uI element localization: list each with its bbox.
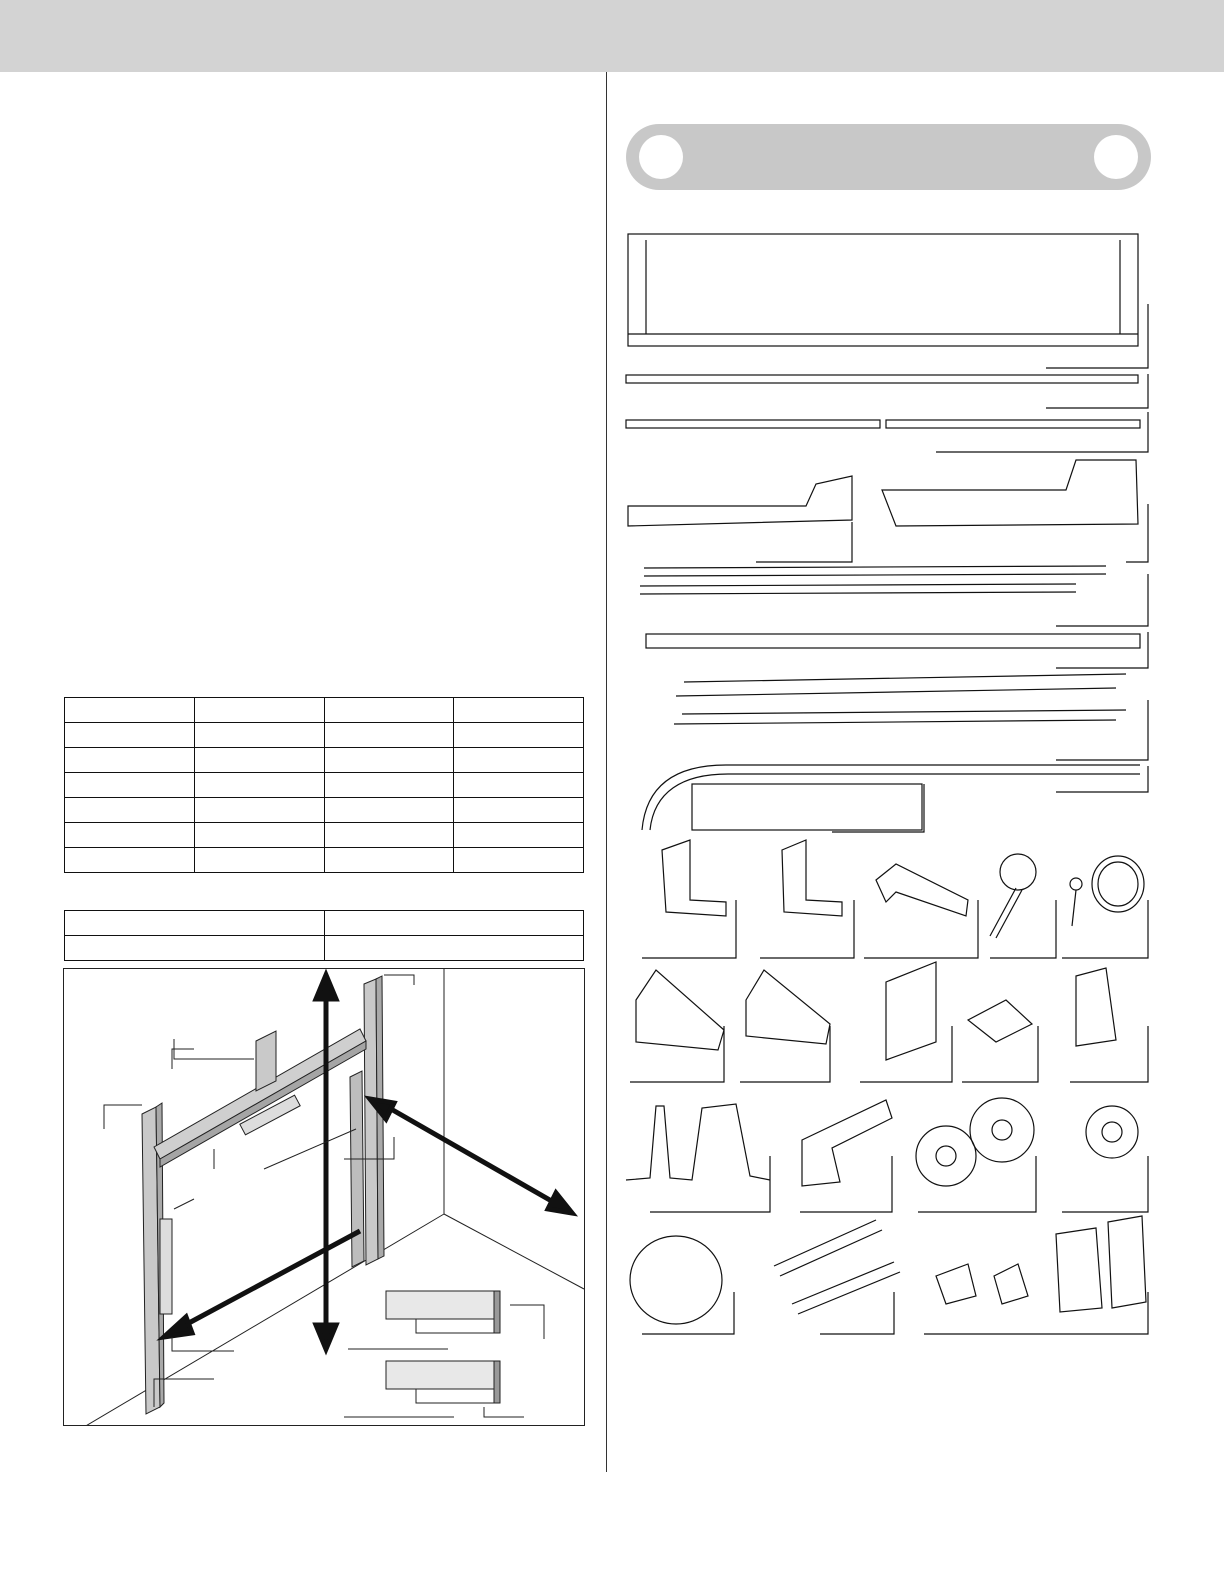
angle-bracket-icon — [760, 840, 854, 958]
jamb-seal-icon — [630, 970, 724, 1082]
table-cell — [65, 773, 195, 798]
table-cell — [65, 936, 325, 961]
table-cell — [65, 723, 195, 748]
table-cell — [454, 723, 584, 748]
end-bearing-bracket-icon — [1070, 968, 1148, 1082]
table-row — [65, 698, 584, 723]
table-row — [65, 848, 584, 873]
garage-opening-illustration — [64, 969, 585, 1426]
right-jamb — [350, 976, 384, 1267]
flag-bracket-icon — [628, 460, 1148, 562]
jamb-detail-1 — [348, 1291, 544, 1349]
arrowhead-down — [316, 1325, 336, 1349]
table-row — [65, 798, 584, 823]
table-cell — [194, 773, 324, 798]
vertical-track-icon — [674, 674, 1148, 760]
lift-handle-icon — [626, 1104, 770, 1212]
table-cell — [454, 798, 584, 823]
pill-dot-right — [1094, 135, 1138, 179]
jamb-seal-icon — [740, 970, 830, 1082]
headroom-table — [64, 910, 584, 961]
table-cell — [324, 848, 454, 873]
floor-line-right — [444, 1214, 584, 1289]
table-cell — [194, 748, 324, 773]
jamb-bracket-plate — [160, 1219, 172, 1314]
pill-dot-left — [639, 135, 683, 179]
torsion-spring-icon — [774, 1220, 900, 1334]
table-cell — [65, 911, 325, 936]
table-cell — [324, 911, 584, 936]
table-cell — [65, 798, 195, 823]
arrowhead-up — [316, 975, 336, 999]
angle-bracket-icon — [864, 864, 978, 958]
table-cell — [324, 936, 584, 961]
garage-opening-diagram — [63, 968, 585, 1426]
header-beam — [154, 1029, 366, 1167]
leader-line — [174, 1199, 194, 1209]
table-cell — [324, 723, 454, 748]
table-row — [65, 748, 584, 773]
angle-bracket-icon — [800, 1100, 892, 1212]
table-cell — [65, 823, 195, 848]
angle-bracket-icon — [642, 840, 736, 958]
table-cell — [454, 748, 584, 773]
floor-line-left — [84, 1214, 444, 1426]
header-band — [0, 0, 1224, 72]
table-cell — [194, 798, 324, 823]
table-cell — [454, 848, 584, 873]
table-cell — [194, 698, 324, 723]
parts-breakout — [606, 200, 1166, 1350]
cable-coil-icon — [630, 1236, 734, 1334]
lag-screw-icon — [1070, 878, 1082, 926]
backroom-arrow-shaft — [384, 1105, 562, 1207]
section-pill — [626, 124, 1151, 190]
leader-line — [104, 1105, 142, 1129]
table-cell — [65, 748, 195, 773]
rear-angle-icon — [646, 632, 1148, 668]
table-row — [65, 723, 584, 748]
table-cell — [324, 823, 454, 848]
hinge-icon — [962, 1000, 1038, 1082]
table-cell — [65, 698, 195, 723]
center-bearing-bracket-icon — [1062, 1106, 1148, 1212]
table-row — [65, 773, 584, 798]
table-row — [65, 936, 584, 961]
leader-line — [384, 975, 414, 985]
table-row — [65, 823, 584, 848]
table-cell — [454, 698, 584, 723]
cable-drum-icon — [916, 1098, 1036, 1212]
table-cell — [194, 823, 324, 848]
end-bearing-bracket-icon — [924, 1216, 1148, 1334]
roller-icon — [990, 854, 1056, 958]
curved-track-icon — [642, 765, 1148, 832]
opening-dimensions-table — [64, 697, 584, 873]
table-cell — [65, 848, 195, 873]
horizontal-track-icon — [640, 566, 1148, 626]
table-cell — [324, 798, 454, 823]
opening-width-arrow-shaft — [174, 1231, 360, 1331]
table-cell — [324, 773, 454, 798]
table-cell — [194, 848, 324, 873]
hinge-icon — [860, 962, 952, 1082]
arrowhead-left — [164, 1317, 192, 1337]
cable-coil-icon — [1062, 856, 1148, 958]
jamb-detail-2 — [344, 1361, 524, 1417]
table-cell — [454, 823, 584, 848]
table-cell — [454, 773, 584, 798]
table-cell — [194, 723, 324, 748]
door-section-icon — [628, 234, 1148, 368]
leader-line — [264, 1129, 356, 1169]
table-cell — [324, 748, 454, 773]
strut-icon — [626, 374, 1148, 408]
arrowhead-backroom-right — [548, 1193, 572, 1213]
table-row — [65, 911, 584, 936]
weather-seal-icon — [626, 412, 1148, 452]
table-cell — [324, 698, 454, 723]
